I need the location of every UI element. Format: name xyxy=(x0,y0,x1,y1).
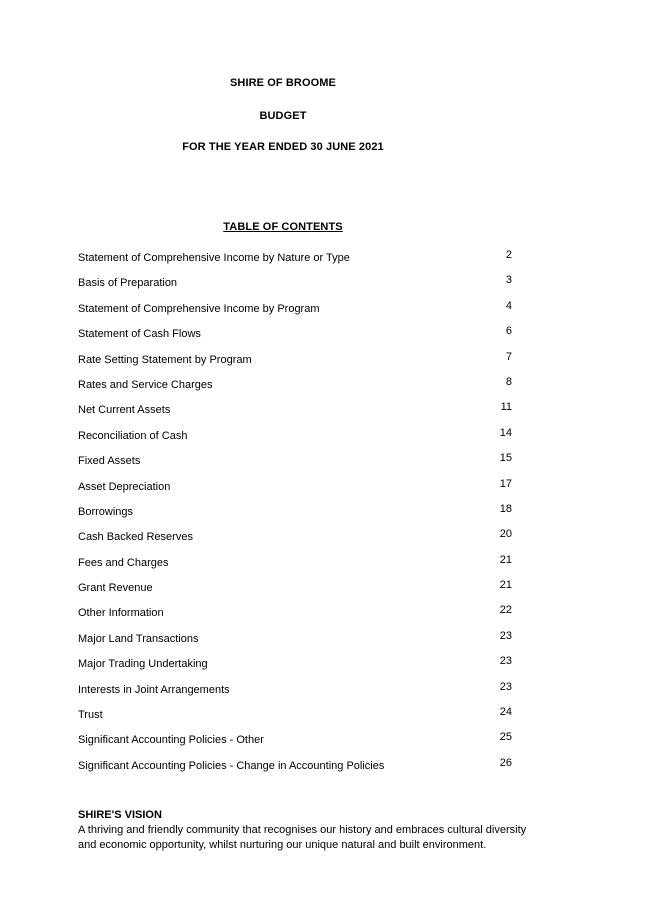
toc-entry-page: 23 xyxy=(499,680,512,693)
toc-entry-label: Cash Backed Reserves xyxy=(78,531,193,544)
toc-entry-label: Trust xyxy=(78,709,103,722)
toc-entry xyxy=(78,579,518,604)
toc-entry-page: 25 xyxy=(499,731,512,744)
toc-entry-label: Statement of Comprehensive Income by Program xyxy=(78,302,320,315)
toc-entry-page: 3 xyxy=(505,274,512,287)
toc-entry xyxy=(78,325,518,350)
toc-entry-page: 2 xyxy=(505,249,512,261)
toc-entry xyxy=(78,757,518,782)
organisation-title: SHIRE OF BROOME xyxy=(229,77,336,89)
toc-entry-page: 17 xyxy=(499,477,512,490)
document-type-title: BUDGET xyxy=(259,110,307,122)
toc-entry-label: Other Information xyxy=(78,607,164,620)
toc-entry-page: 14 xyxy=(499,426,512,439)
toc-entry-label: Major Land Transactions xyxy=(78,632,199,645)
toc-entry xyxy=(78,376,518,401)
toc-entry xyxy=(78,554,518,579)
vision-text-line-2: and economic opportunity, whilst nurturing our unique natural and built environment. xyxy=(78,839,487,851)
toc-entry-label: Significant Accounting Policies - Other xyxy=(78,734,264,747)
toc-entry-label: Fixed Assets xyxy=(78,455,141,468)
toc-entry-label: Net Current Assets xyxy=(78,404,171,417)
toc-entry-label: Statement of Cash Flows xyxy=(78,328,201,341)
toc-entry xyxy=(78,274,518,299)
toc-entry-page: 11 xyxy=(500,401,512,414)
toc-entry-label: Basis of Preparation xyxy=(78,277,178,290)
toc-entry-page: 4 xyxy=(505,299,512,312)
toc-entry-label: Fees and Charges xyxy=(78,556,169,569)
toc-entry xyxy=(78,249,518,274)
toc-entry-page: 15 xyxy=(499,452,512,465)
toc-entry-label: Significant Accounting Policies - Change in Accounting Policies xyxy=(78,759,385,772)
toc-entry-label: Interests in Joint Arrangements xyxy=(78,683,230,696)
toc-entry xyxy=(78,300,518,325)
toc-entry xyxy=(78,604,518,629)
toc-entry xyxy=(78,681,518,706)
toc-entry-label: Statement of Comprehensive Income by Nature or Type xyxy=(78,252,350,264)
toc-entry-page: 21 xyxy=(499,579,512,592)
toc-entry-label: Rates and Service Charges xyxy=(78,378,213,391)
toc-entry-label: Grant Revenue xyxy=(78,582,153,595)
toc-entry xyxy=(78,503,518,528)
toc-entry-page: 23 xyxy=(499,629,512,642)
toc-entry-page: 23 xyxy=(499,655,512,668)
toc-entry xyxy=(78,452,518,477)
vision-heading: SHIRE'S VISION xyxy=(78,809,162,821)
toc-entry-page: 8 xyxy=(505,375,512,388)
vision-text-line-1: A thriving and friendly community that recognises our history and embraces cultural diversity xyxy=(78,824,527,836)
toc-entry-page: 20 xyxy=(499,528,512,541)
table-of-contents xyxy=(78,249,518,782)
toc-entry-page: 22 xyxy=(499,604,512,617)
toc-entry xyxy=(78,351,518,376)
toc-entry-page: 18 xyxy=(499,502,512,515)
toc-entry xyxy=(78,427,518,452)
toc-entry-page: 7 xyxy=(505,350,512,363)
vision-section xyxy=(78,808,558,853)
toc-entry-page: 6 xyxy=(505,325,512,338)
period-title: FOR THE YEAR ENDED 30 JUNE 2021 xyxy=(182,141,384,153)
toc-entry-page: 21 xyxy=(499,553,512,566)
toc-entry-label: Borrowings xyxy=(78,505,134,518)
toc-entry xyxy=(78,630,518,655)
toc-entry xyxy=(78,478,518,503)
toc-entry xyxy=(78,401,518,426)
toc-entry-label: Rate Setting Statement by Program xyxy=(78,353,252,366)
toc-entry xyxy=(78,706,518,731)
toc-heading: TABLE OF CONTENTS xyxy=(223,221,343,233)
toc-entry-page: 26 xyxy=(499,756,512,769)
toc-entry xyxy=(78,528,518,553)
toc-entry-label: Major Trading Undertaking xyxy=(78,658,208,671)
toc-entry-page: 24 xyxy=(499,706,512,719)
toc-entry xyxy=(78,655,518,680)
toc-entry-label: Asset Depreciation xyxy=(78,480,171,493)
toc-entry xyxy=(78,731,518,756)
toc-entry-label: Reconciliation of Cash xyxy=(78,429,188,442)
